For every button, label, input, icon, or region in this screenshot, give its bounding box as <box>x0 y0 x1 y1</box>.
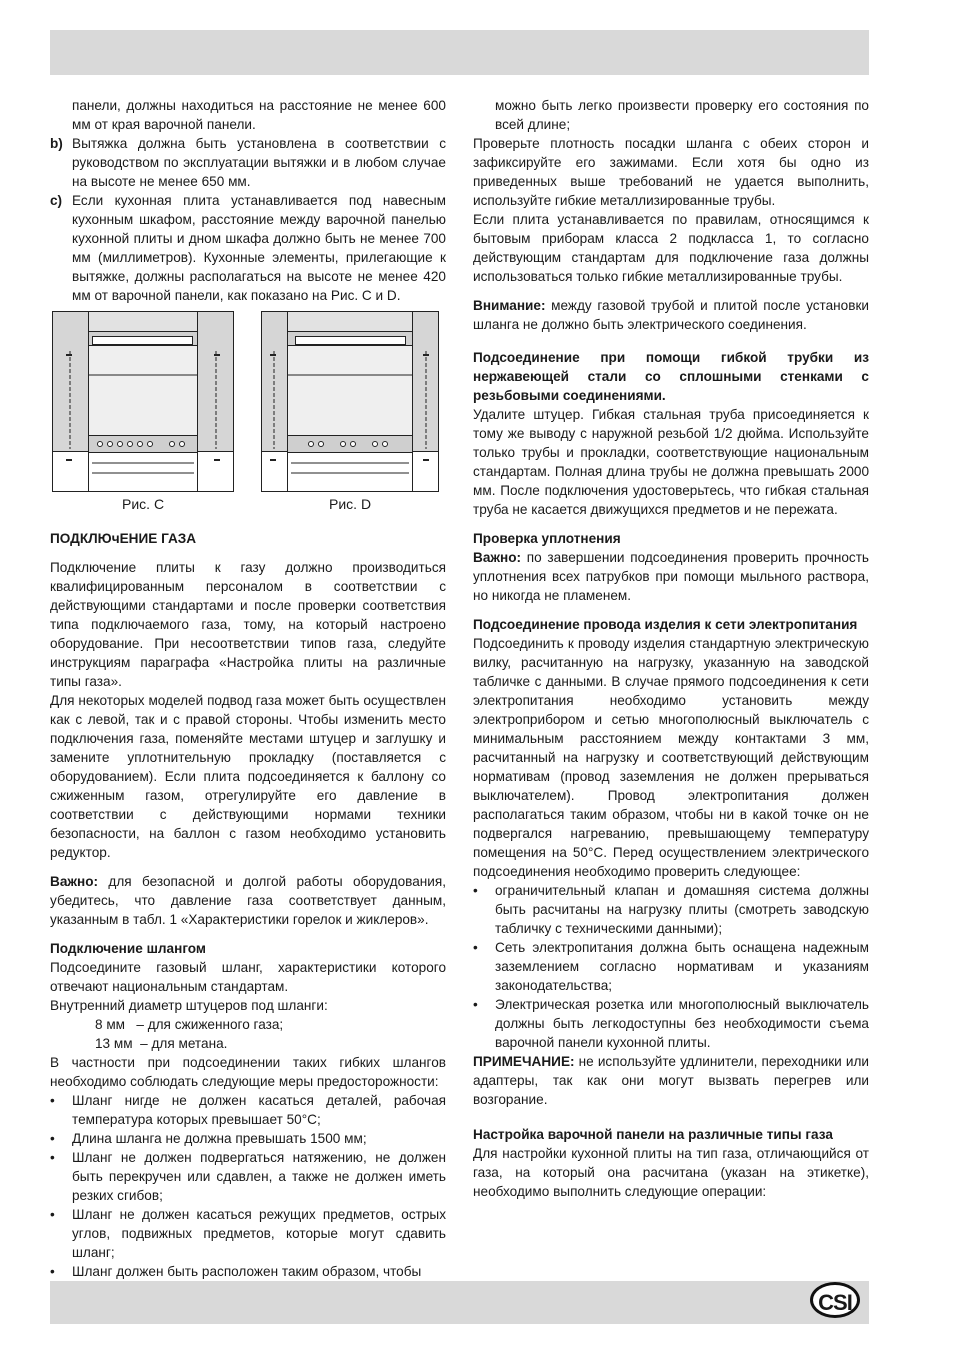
right-paragraph-2: Если плита устанавливается по правилам, относящимся к бытовым приборам класса 2 подкласса 1, то согласно действующим стандартам для подключение газа должны использоваться только гибкие металлизированные трубы. <box>473 212 869 284</box>
important-text: для безопасной и долгой работы оборудования, убедитесь, что давление газа соответствует данным, указанным в табл. 1 «Характеристики горелок и жиклеров». <box>50 874 446 927</box>
seal-heading: Проверка уплотнения <box>473 531 621 546</box>
list-item: • ограничительный клапан и домашняя система должны быть расчитаны на нагрузку плиты (смотреть заводскую табличку с техническими данными); <box>473 881 869 938</box>
intro-continuation: панели, должны находиться на расстояние не менее 600 мм от края варочной панели. <box>72 98 446 132</box>
list-item-c <box>50 191 446 305</box>
list-item: • Шланг нигде не должен касаться деталей, рабочая температура которых превышает 50°C; <box>50 1091 446 1129</box>
important-note <box>50 872 446 929</box>
right-column <box>473 96 869 1201</box>
adjust-text: Для настройки кухонной плиты на тип газа, отличающийся от газа, на который она расчитана (указан на этикетке), необходимо выполнить следующие операции: <box>473 1146 869 1199</box>
note <box>473 1052 869 1109</box>
hose-heading: Подключение шлангом <box>50 941 206 956</box>
gas-paragraph-2: Для некоторых моделей подвод газа может быть осуществлен как с левой, так и с правой стороны. Чтобы изменить место подключения газа, поменяйте местами штуцер и заглушку и замените уплотнительную прокладку (поставляется с оборудованием). Если плита подсоединяется к баллону со сжиженным газом, отрегулируйте его давление в соответствии с действующими нормами техники безопасности, на баллон с газом необходимо установить редуктор. <box>50 693 446 860</box>
list-item: • Шланг должен быть расположен таким образом, чтобы <box>50 1262 446 1281</box>
attention-note <box>473 296 869 334</box>
important-label: Важно: <box>50 874 99 889</box>
list-item: • Шланг не должен подвергаться натяжению, не должен быть перекручен или сдавлен, а также не должен иметь резких сгибов; <box>50 1148 446 1205</box>
hose-methane: 13 мм – для метана. <box>95 1036 228 1051</box>
figure-d <box>261 311 439 493</box>
header-bar <box>50 30 869 75</box>
adjust-heading: Настройка варочной панели на различные типы газа <box>473 1127 833 1142</box>
steel-heading: Подсоединение при помощи гибкой трубки из нержавеющей стали со сплошными стенками с резьбовыми соединениями. <box>473 350 869 403</box>
hose-paragraph-1: Подсоедините газовый шланг, характеристики которого отвечают национальным стандартам. <box>50 960 446 994</box>
figure-c-caption: Рис. C <box>122 496 165 512</box>
elec-heading: Подсоединение провода изделия к сети электропитания <box>473 617 858 632</box>
item-marker: b) <box>50 136 63 151</box>
item-text: Вытяжка должна быть установлена в соответствии с руководством по эксплуатации вытяжки и в любом случае на высоте не менее 650 мм. <box>72 136 446 189</box>
gas-heading: ПОДКЛЮчЕНИЕ ГАЗА <box>50 531 197 546</box>
figures <box>50 311 446 525</box>
item-marker: c) <box>50 193 63 208</box>
figure-c <box>52 311 234 493</box>
csi-logo: CSI <box>810 1282 860 1318</box>
list-item: • Сеть электропитания должна быть оснащена надежным заземлением согласно нормативам и указаниям законодательства; <box>473 938 869 995</box>
note-text: не используйте удлинители, переходники или адаптеры, так как они могут вызвать перегрев или возгорание. <box>473 1054 869 1107</box>
right-paragraph-1: Проверьте плотность посадки шланга с обеих сторон и зафиксируйте его зажимами. Если хотя бы одно из приведенных выше требований не удается выполнить, используйте гибкие металлизированные трубы. <box>473 136 869 208</box>
left-column <box>50 96 446 1281</box>
note-label: ПРИМЕЧАНИЕ: <box>473 1054 575 1069</box>
seal-text: по завершении подсоединения проверить прочность уплотнения всех патрубков при помощи мыльного раствора, но никогда не пламенем. <box>473 550 870 603</box>
hose-paragraph-3: В частности при подсоединении таких гибких шлангов необходимо соблюдать следующие меры предосторожности: <box>50 1055 446 1089</box>
attention-text: между газовой трубой и плитой после установки шланга не должно быть электрического соединения. <box>473 298 869 332</box>
gas-paragraph-1: Подключение плиты к газу должно производиться квалифицированным персоналом в соответствии с действующими стандартами и после проверки соответствия типа подключаемого газа, тому, на который настроено оборудование. При несоответствии типов газа, следуйте инструкциям параграфа «Настройка плиты на различные типы газа». <box>50 560 446 689</box>
list-item-b <box>50 134 446 191</box>
figure-d-caption: Рис. D <box>329 496 372 512</box>
seal-label: Важно: <box>473 550 522 565</box>
seal-note <box>473 548 869 605</box>
item-text: Если кухонная плита устанавливается под навесным кухонным шкафом, расстояние между варочной панелью кухонной плиты и дном шкафа должно быть не менее 700 мм (миллиметров). Кухонные элементы, прилегающие к вытяжке, должны располагаться на высоте не менее 420 мм от варочной панели, как показано на Рис. C и D. <box>72 193 446 303</box>
footer-bar <box>50 1281 869 1324</box>
list-item: • Шланг не должен касаться режущих предметов, острых углов, подвижных предметов, которые могут сдавить шланг; <box>50 1205 446 1262</box>
hose-paragraph-2: Внутренний диаметр штуцеров под шланги: <box>50 998 328 1013</box>
elec-text: Подсоединить к проводу изделия стандартную электрическую вилку, расчитанную на нагрузку, указанную на заводской табличке с данными. В случае прямого подсоединения к сети электропитания необходимо установить между электроприбором и сетью многополюсный выключатель с минимальным расстоянием между контактами 3 мм, расчитанный на нагрузку и соответствующий действующим нормативам (провод заземления не должен прерываться выключателем). Провод электропитания должен располагаться таким образом, чтобы ни в какой точке он не подвергался нагреванию, превышающему температуру помещения на 50°C. Перед осуществлением электрического подсоединения необходимо проверить следующее: <box>473 636 869 879</box>
attention-label: Внимание: <box>473 298 546 313</box>
bullet-continuation: можно быть легко произвести проверку его состояния по всей длине; <box>495 98 869 132</box>
steel-text: Удалите штуцер. Гибкая стальная труба присоединяется к тому же выводу с наружной резьбой 1/2 дюйма. Используйте только трубы и прокладки, соответствующие национальным стандартам. Полная длина трубы не должна превышать 2000 мм. После подключения удостоверьтесь, что гибкая стальная труба не касается движущихся предметов и не пережата. <box>473 407 869 517</box>
hose-lpg: 8 мм – для сжиженного газа; <box>95 1017 284 1032</box>
list-item: • Электрическая розетка или многополюсный выключатель должны быть легкодоступны без необходимости съема варочной панели кухонной плиты. <box>473 995 869 1052</box>
list-item: • Длина шланга не должна превышать 1500 мм; <box>50 1129 446 1148</box>
